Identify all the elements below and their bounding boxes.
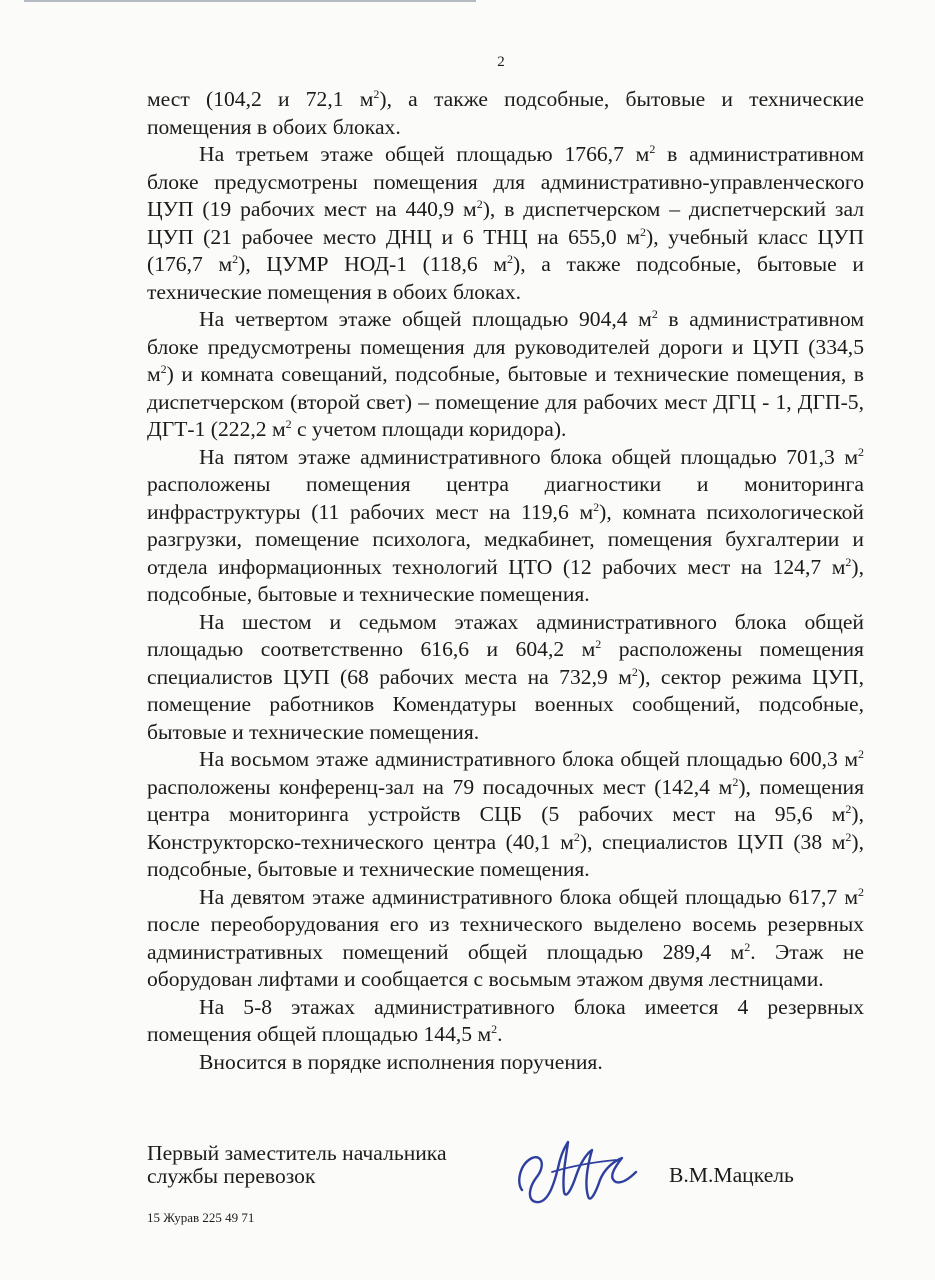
text-run: ), помещения центра мониторинга устройств СЦБ (5 рабочих мест на 95,6 м	[147, 774, 865, 826]
superscript: 2	[595, 637, 602, 651]
text-run: ), комната психологической разгрузки, помещение психолога, медкабинет, помещения бухгалтерии и отдела информационных технологий ЦТО (12 рабочих мест на 124,7 м	[147, 499, 864, 579]
superscript: 2	[858, 444, 864, 459]
text-run: На восьмом этаже административного блока общей площадью 600,3 м	[199, 747, 858, 771]
superscript: 2	[845, 554, 852, 569]
text-run: ), специалистов ЦУП (38 м	[579, 829, 846, 854]
superscript: 2	[373, 87, 380, 101]
text-run: ), а также подсобные, бытовые и технические помещения в обоих блоках.	[147, 252, 864, 304]
superscript: 2	[476, 197, 483, 211]
superscript: 2	[491, 1022, 498, 1036]
superscript: 2	[593, 499, 600, 514]
superscript: 2	[285, 417, 292, 431]
body-paragraph	[147, 444, 864, 609]
body-paragraph	[147, 141, 864, 306]
handwritten-signature	[512, 1128, 642, 1214]
text-run: расположены помещения специалистов ЦУП (68 рабочих места на 732,9 м	[147, 637, 864, 689]
text-run: На четвертом этаже общей площадью 904,4 м	[199, 307, 652, 331]
text-run: ), учебный класс ЦУП (176,7 м	[147, 224, 864, 276]
text-run: ), подсобные, бытовые и технические помещения.	[147, 829, 864, 881]
superscript: 2	[845, 829, 852, 844]
superscript: 2	[507, 252, 513, 266]
text-run: ), Конструкторско-технического центра (40,1 м	[147, 802, 864, 854]
scan-edge-rule	[24, 0, 476, 2]
body-paragraph	[147, 1049, 864, 1077]
text-run: ), а также подсобные, бытовые и технические помещения в обоих блоках.	[147, 87, 864, 139]
text-run: мест (104,2 и 72,1 м	[147, 87, 374, 111]
body-paragraph	[147, 746, 864, 884]
superscript: 2	[232, 252, 239, 266]
text-run: в административном блоке предусмотрены помещения для руководителей дороги и ЦУП (334,5 м	[147, 307, 864, 386]
superscript: 2	[651, 307, 658, 321]
superscript: 2	[858, 747, 864, 761]
superscript: 2	[845, 802, 852, 816]
text-run: ) и комната совещаний, подсобные, бытовые и технические помещения, в диспетчерском (второй свет) – помещение для рабочих мест ДГЦ - 1, ДГП-5, ДГТ-1 (222,2 м	[147, 362, 864, 441]
text-run: На шестом и седьмом этажах административного блока общей площадью соответственно 616,6 и 604,2 м	[147, 609, 864, 661]
superscript: 2	[573, 829, 580, 844]
superscript: 2	[160, 362, 167, 376]
text-run: Вносится в порядке исполнения поручения.	[199, 1049, 603, 1074]
text-run: ), подсобные, бытовые и технические помещения.	[147, 554, 864, 606]
text-run: расположены конференц-зал на 79 посадочных мест (142,4 м	[147, 774, 733, 799]
superscript: 2	[858, 884, 864, 899]
signatory-position-line2: службы перевозок	[147, 1164, 316, 1188]
text-run: ), в диспетчерском – диспетчерский зал ЦУП (21 рабочее место ДНЦ и 6 ТНЦ на 655,0 м	[147, 197, 865, 249]
executor-footnote: 15 Журав 225 49 71	[147, 1210, 255, 1225]
text-run: На 5-8 этажах административного блока имеется 4 резервных помещения общей площадью 144,5 м	[147, 994, 864, 1046]
signatory-name: В.М.Мацкель	[669, 1163, 794, 1187]
letter-body	[147, 86, 864, 1076]
text-run: в административном блоке предусмотрены помещения для административно-управленческого ЦУП (19 рабочих мест на 440,9 м	[147, 142, 864, 221]
text-run: ), ЦУМР НОД-1 (118,6 м	[238, 252, 507, 276]
text-run: На третьем этаже общей площадью 1766,7 м	[199, 142, 650, 166]
text-run: после переоборудования его из технического выделено восемь резервных административных помещений общей площадью 289,4 м	[147, 912, 864, 964]
superscript: 2	[631, 664, 638, 679]
text-run: На девятом этаже административного блока общей площадью 617,7 м	[199, 884, 858, 909]
superscript: 2	[732, 774, 739, 789]
text-run: На пятом этаже административного блока общей площадью 701,3 м	[199, 444, 858, 469]
superscript: 2	[744, 939, 751, 954]
text-run: .	[497, 1022, 503, 1046]
text-run: ), сектор режима ЦУП, помещение работников Комендатуры военных сообщений, подсобные, бытовые и технические помещения.	[147, 664, 864, 744]
text-run: с учетом площади коридора).	[291, 417, 567, 441]
signatory-position-line1: Первый заместитель начальника	[147, 1141, 447, 1165]
superscript: 2	[640, 224, 647, 239]
body-paragraph	[147, 86, 864, 141]
text-run: . Этаж не оборудован лифтами и сообщается с восьмым этажом двумя лестницами.	[147, 939, 865, 991]
body-paragraph	[147, 884, 864, 994]
body-paragraph	[147, 306, 864, 444]
page-number: 2	[497, 54, 505, 70]
body-paragraph	[147, 994, 864, 1049]
signatory-position	[147, 1142, 447, 1188]
superscript: 2	[649, 142, 656, 156]
text-run: расположены помещения центра диагностики и мониторинга инфраструктуры (11 рабочих мест на 119,6 м	[147, 472, 864, 524]
body-paragraph	[147, 609, 864, 747]
